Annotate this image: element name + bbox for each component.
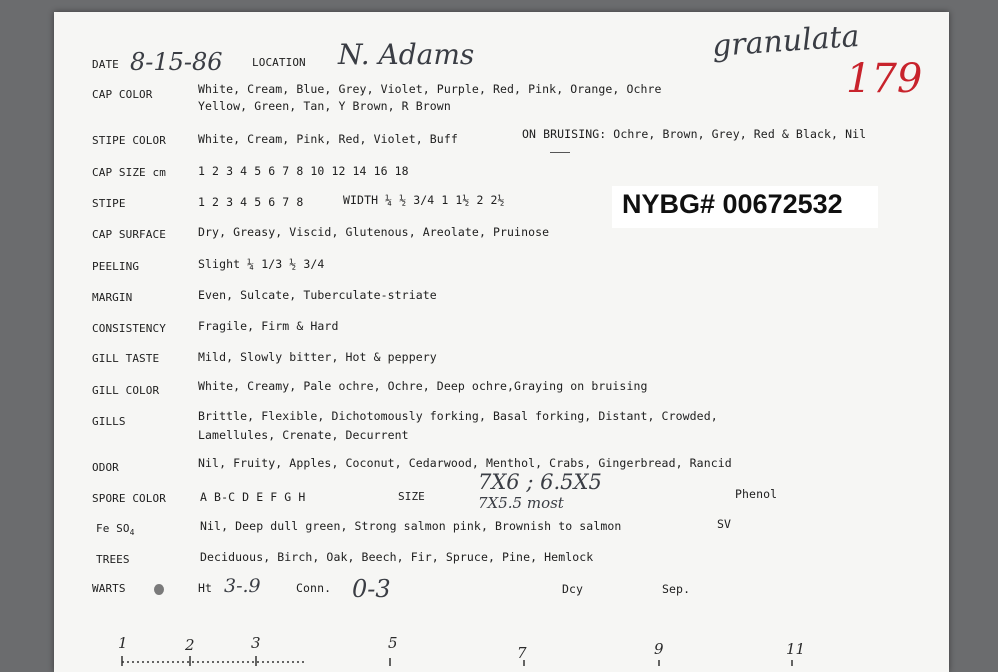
spore-color-label: SPORE COLOR bbox=[92, 492, 166, 505]
warts-height-label: Ht bbox=[198, 581, 213, 595]
cap-size-options: 1 2 3 4 5 6 7 8 10 12 14 16 18 bbox=[198, 164, 409, 178]
gills-label: GILLS bbox=[92, 415, 126, 428]
stipe-color-label: STIPE COLOR bbox=[92, 134, 166, 147]
ruler-number-7: 7 bbox=[517, 644, 527, 662]
ruler-number-5: 5 bbox=[388, 634, 398, 652]
gills-options-line1: Brittle, Flexible, Dichotomously forking, Basal forking, Distant, Crowded, bbox=[198, 409, 718, 423]
stipe-color-options: White, Cream, Pink, Red, Violet, Buff bbox=[198, 132, 458, 146]
ruler-number-11: 11 bbox=[786, 640, 806, 658]
cap-color-options-line1: White, Cream, Blue, Grey, Violet, Purple, Red, Pink, Orange, Ochre bbox=[198, 82, 662, 96]
ruler-ticks bbox=[114, 650, 834, 666]
cap-color-label: CAP COLOR bbox=[92, 88, 153, 101]
feso4-label bbox=[96, 522, 135, 537]
spore-size-label: SIZE bbox=[398, 490, 425, 503]
spore-size-note-handwritten: 7X5.5 most bbox=[478, 494, 564, 512]
consistency-label: CONSISTENCY bbox=[92, 322, 166, 335]
date-handwritten: 8-15-86 bbox=[130, 48, 223, 76]
gill-color-options: White, Creamy, Pale ochre, Ochre, Deep ochre,Graying on bruising bbox=[198, 379, 648, 393]
phenol-label: Phenol bbox=[735, 487, 778, 501]
gill-color-label: GILL COLOR bbox=[92, 384, 160, 397]
cap-size-label: CAP SIZE cm bbox=[92, 166, 166, 179]
warts-label: WARTS bbox=[92, 582, 126, 595]
trees-label: TREES bbox=[96, 553, 130, 566]
feso4-label-subscript: 4 bbox=[129, 528, 135, 538]
margin-label: MARGIN bbox=[92, 291, 133, 304]
spore-color-options: A B-C D E F G H bbox=[200, 490, 306, 504]
location-handwritten: N. Adams bbox=[338, 38, 475, 71]
warts-height-handwritten: 3-.9 bbox=[224, 575, 261, 597]
datasheet-paper bbox=[54, 12, 949, 672]
peeling-label: PEELING bbox=[92, 260, 140, 273]
cap-surface-options: Dry, Greasy, Viscid, Glutenous, Areolate, Pruinose bbox=[198, 225, 550, 239]
species-handwritten: granulata bbox=[710, 18, 861, 65]
stipe-label: STIPE bbox=[92, 197, 126, 210]
trees-options: Deciduous, Birch, Oak, Beech, Fir, Spruce, Pine, Hemlock bbox=[200, 550, 594, 564]
gills-options-line2: Lamellules, Crenate, Decurrent bbox=[198, 428, 409, 442]
specimen-number: NYBG# 00672532 bbox=[622, 189, 843, 219]
consistency-options: Fragile, Firm & Hard bbox=[198, 319, 339, 333]
ruler-number-1: 1 bbox=[118, 634, 128, 652]
sep-label: Sep. bbox=[662, 582, 691, 596]
dcy-label: Dcy bbox=[562, 582, 584, 596]
bruising-options: ON BRUISING: Ochre, Brown, Grey, Red & Black, Nil bbox=[522, 127, 867, 141]
warts-mark bbox=[154, 584, 164, 595]
gill-taste-label: GILL TASTE bbox=[92, 352, 160, 365]
stipe-width-options: WIDTH ¼ ½ 3/4 1 1½ 2 2½ bbox=[343, 193, 505, 207]
sv-label: SV bbox=[717, 517, 732, 531]
ruler-number-9: 9 bbox=[654, 640, 664, 658]
ruler-number-3: 3 bbox=[251, 634, 261, 652]
margin-options: Even, Sulcate, Tuberculate-striate bbox=[198, 288, 437, 302]
gill-taste-options: Mild, Slowly bitter, Hot & peppery bbox=[198, 350, 437, 364]
odor-label: ODOR bbox=[92, 461, 119, 474]
warts-connection-handwritten: 0-3 bbox=[352, 575, 391, 603]
warts-connection-label: Conn. bbox=[296, 581, 332, 595]
spore-size-handwritten: 7X6 ; 6.5X5 bbox=[478, 470, 602, 494]
bruising-underline bbox=[550, 152, 570, 153]
ruler-number-2: 2 bbox=[185, 636, 195, 654]
odor-options: Nil, Fruity, Apples, Coconut, Cedarwood, Menthol, Crabs, Gingerbread, Rancid bbox=[198, 456, 732, 470]
peeling-options: Slight ¼ 1/3 ½ 3/4 bbox=[198, 257, 325, 271]
cap-color-options-line2: Yellow, Green, Tan, Y Brown, R Brown bbox=[198, 99, 451, 113]
stipe-length-options: 1 2 3 4 5 6 7 8 bbox=[198, 195, 304, 209]
collection-number-handwritten: 179 bbox=[846, 56, 923, 102]
feso4-options: Nil, Deep dull green, Strong salmon pink, Brownish to salmon bbox=[200, 519, 622, 533]
date-label: DATE bbox=[92, 58, 119, 71]
cap-surface-label: CAP SURFACE bbox=[92, 228, 166, 241]
feso4-label-main: Fe SO bbox=[96, 522, 130, 535]
location-label: LOCATION bbox=[252, 56, 306, 69]
